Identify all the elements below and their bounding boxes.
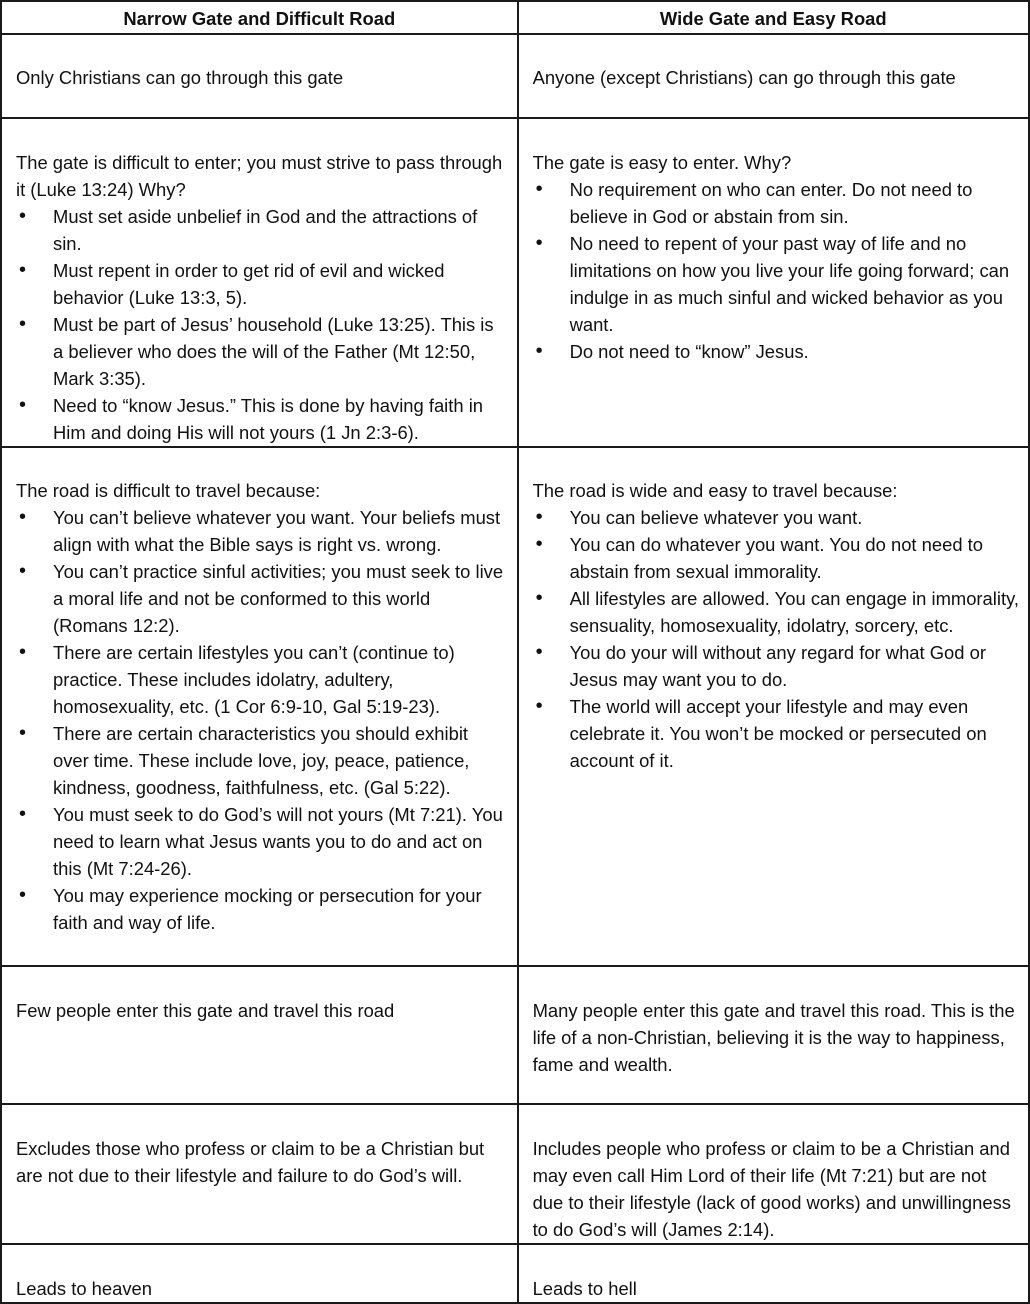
wide-road-difficulty-cell [518, 447, 1029, 966]
header-row [1, 1, 1029, 34]
bullet-item: • The world will accept your lifestyle and may even celebrate it. You won’t be mocked or persecuted on account of it. [533, 693, 1020, 774]
narrow-who-is-included-cell [1, 1104, 518, 1244]
wide-who-is-included-cell [518, 1104, 1029, 1244]
row-how-many [1, 966, 1029, 1104]
cell-text: Few people enter this gate and travel this road [16, 1000, 395, 1021]
bullet-item: • Do not need to “know” Jesus. [533, 338, 1020, 365]
narrow-gate-difficulty-cell [1, 118, 518, 447]
wide-how-many-cell [518, 966, 1029, 1104]
wide-destination-cell [518, 1244, 1029, 1303]
header-narrow-gate: Narrow Gate and Difficult Road [1, 1, 518, 34]
bullet-item: • Must set aside unbelief in God and the attractions of sin. [16, 203, 509, 257]
bullet-item: • You can do whatever you want. You do not need to abstain from sexual immorality. [533, 531, 1020, 585]
bullet-list [16, 504, 509, 936]
bullet-item: • Must be part of Jesus’ household (Luke 13:25). This is a believer who does the will of the Father (Mt 12:50, Mark 3:35). [16, 311, 509, 392]
cell-text: The gate is difficult to enter; you must strive to pass through it (Luke 13:24) Why? [16, 152, 503, 200]
cell-text: Includes people who profess or claim to be a Christian and may even call Him Lord of their life (Mt 7:21) but are not due to their lifestyle (lack of good works) and unwillingness to do God’s will (James 2:14). [532, 1138, 1011, 1240]
bullet-item: • No need to repent of your past way of life and no limitations on how you live your life going forward; can indulge in as much sinful and wicked behavior as you want. [533, 230, 1020, 338]
bullet-item: • You do your will without any regard for what God or Jesus may want you to do. [533, 639, 1020, 693]
bullet-list [533, 504, 1020, 774]
cell-text: Many people enter this gate and travel this road. This is the life of a non-Christian, believing it is the way to happiness, fame and wealth. [532, 1000, 1015, 1075]
wide-gate-difficulty-cell [518, 118, 1029, 447]
bullet-item: • You may experience mocking or persecution for your faith and way of life. [16, 882, 509, 936]
bullet-item: • There are certain lifestyles you can’t (continue to) practice. These includes idolatry, adultery, homosexuality, etc. (1 Cor 6:9-10, Gal 5:19-23). [16, 639, 509, 720]
bullet-item: • You can’t believe whatever you want. Your beliefs must align with what the Bible says is right vs. wrong. [16, 504, 509, 558]
narrow-road-difficulty-cell [1, 447, 518, 966]
narrow-destination-cell [1, 1244, 518, 1303]
cell-text: The gate is easy to enter. Why? [532, 152, 792, 173]
cell-text: Leads to heaven [16, 1278, 152, 1299]
bullet-item: • Must repent in order to get rid of evil and wicked behavior (Luke 13:3, 5). [16, 257, 509, 311]
bullet-item: • Need to “know Jesus.” This is done by having faith in Him and doing His will not yours (1 Jn 2:3-6). [16, 392, 509, 446]
cell-text: Only Christians can go through this gate [16, 67, 344, 88]
bullet-item: • All lifestyles are allowed. You can engage in immorality, sensuality, homosexuality, idolatry, sorcery, etc. [533, 585, 1020, 639]
bullet-item: • No requirement on who can enter. Do not need to believe in God or abstain from sin. [533, 176, 1020, 230]
cell-text: Anyone (except Christians) can go through this gate [532, 67, 956, 88]
cell-text: The road is difficult to travel because: [16, 480, 321, 501]
wide-who-can-enter-cell [518, 34, 1029, 118]
bullet-list [533, 176, 1020, 365]
row-who-is-included [1, 1104, 1029, 1244]
cell-text: Leads to hell [532, 1278, 637, 1299]
cell-text: Excludes those who profess or claim to be a Christian but are not due to their lifestyle and failure to do God’s will. [16, 1138, 485, 1186]
row-road-difficulty [1, 447, 1029, 966]
row-gate-difficulty [1, 118, 1029, 447]
header-wide-gate: Wide Gate and Easy Road [518, 1, 1029, 34]
bullet-item: • You can’t practice sinful activities; you must seek to live a moral life and not be conformed to this world (Romans 12:2). [16, 558, 509, 639]
narrow-how-many-cell [1, 966, 518, 1104]
bullet-item: • You must seek to do God’s will not yours (Mt 7:21). You need to learn what Jesus wants you to do and act on this (Mt 7:24-26). [16, 801, 509, 882]
bullet-list [16, 203, 509, 446]
bullet-item: • There are certain characteristics you should exhibit over time. These include love, joy, peace, patience, kindness, goodness, faithfulness, etc. (Gal 5:22). [16, 720, 509, 801]
bullet-item: • You can believe whatever you want. [533, 504, 1020, 531]
row-who-can-enter [1, 34, 1029, 118]
row-destination [1, 1244, 1029, 1303]
cell-text: The road is wide and easy to travel because: [532, 480, 898, 501]
narrow-who-can-enter-cell [1, 34, 518, 118]
